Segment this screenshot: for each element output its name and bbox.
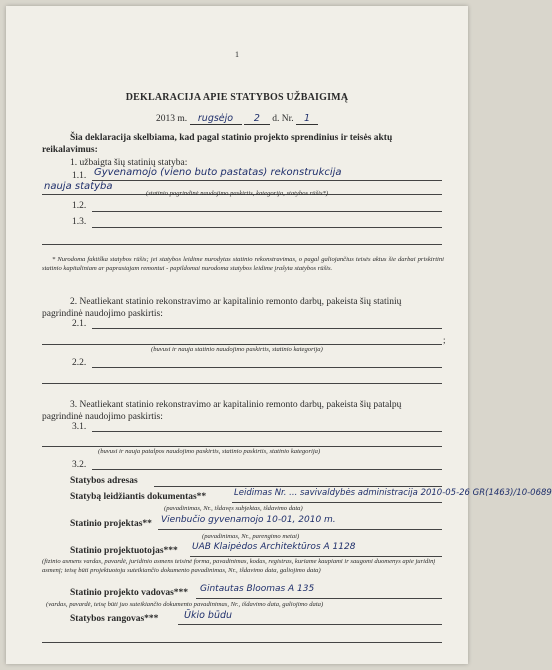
project-hint: (pavadinimas, Nr., parengimo metai) [202,533,300,540]
project-label: Statinio projektas** [70,519,152,529]
date-line [6,113,468,125]
address-line [154,486,442,487]
designer-line [190,556,442,557]
year-label: m. [177,114,188,124]
permit-line [232,502,442,503]
document-title: DEKLARACIJA APIE STATYBOS UŽBAIGIMĄ [125,92,349,103]
item-3-1-line2 [42,446,442,447]
address-label: Statybos adresas [70,476,138,486]
permit-label: Statybą leidžiantis dokumentas** [70,492,207,502]
section3-heading: 3. Neatliekant statinio rekonstravimo ar kapitalinio remonto darbų, pakeista šių patalpų pagrindinė naudojimo paskirtis: [42,400,402,422]
section1-line-a [42,244,442,245]
section2-heading: 2. Neatliekant statinio rekonstravimo ar kapitalinio remonto darbų, pakeista šių statinių pagrindinė naudojimo paskirtis: [42,297,402,319]
manager-hint: (vardas, pavardė, teisę būti juo suteikiančio dokumento pavadinimas, Nr., išdavimo data, galiojimo data) [46,601,324,608]
project-value: Vienbučio gyvenamojo 10-01, 2010 m. [161,515,336,525]
year: 2013 [155,114,175,124]
item-2-2-number: 2.2. [72,358,87,368]
item-2-1-line [92,328,442,329]
contractor-line2 [42,642,442,643]
item-2-1-number: 2.1. [72,319,87,329]
intro-text: Šia deklaracija skelbiama, kad pagal statinio projekto sprendinius ir teisės aktų reikalavimus: [42,133,393,155]
manager-line [196,598,442,599]
page-number: 1 [235,50,239,59]
designer-value: UAB Klaipėdos Architektūros A 1128 [192,542,356,552]
item-3-2-line [92,469,442,470]
manager-label: Statinio projekto vadovas*** [70,588,189,598]
contractor-value: Ūkio būdu [184,610,233,621]
section2-hint: (buvusi ir nauja statinio naudojimo paskirtis, statinio kategorija) [151,346,323,353]
item-1-2-line [92,211,442,212]
footnote: * Nurodoma faktiška statybos rūšis; jei statybos leidime nurodytas statinio rekonstravimas, o pagal galiojančius teisės aktus šie darbai priskirtini statinio kapitaliniam ar paprastajam remontui - papildomai nurodoma statybos leidime įrašyta statybos rūšis. [42,256,444,272]
nr-label: Nr. [281,114,294,124]
designer-hint: (fizinio asmens vardas, pavardė, juridinio asmens teisinė forma, pavadinimas, kodas, registras, kuriame kaupiami ir saugomi duomenys apie juridinį asmenį; teisę būti projektuotoju suteikiančio dokumento pavadinimas, Nr., išdavimo data, galiojimo data) [42,558,436,574]
item-1-1-number: 1.1. [72,171,87,181]
permit-value: Leidimas Nr. ... savivaldybės administracija 2010-05-26 GR(1463)/10-0689 [234,488,552,498]
item-2-2-line [92,367,442,368]
permit-hint: (pavadinimas, Nr., išdavęs subjektas, išdavimo data) [164,505,303,512]
manager-value: Gintautas Bloomas A 135 [200,584,315,594]
project-line [158,529,442,530]
month-value: rugsėjo [190,113,242,125]
contractor-line [178,624,442,625]
item-3-2-number: 3.2. [72,460,87,470]
designer-label: Statinio projektuotojas*** [70,546,178,556]
item-2-2-line2 [42,383,442,384]
item-1-3-line [92,227,442,228]
item-3-1-line [92,431,442,432]
section1-heading: 1. užbaigta šių statinių statyba: [70,158,188,168]
nr-value: 1 [296,113,318,125]
declaration-page [6,6,552,664]
item-1-2-number: 1.2. [72,201,87,211]
item-3-1-number: 3.1. [72,422,87,432]
semicolon-mark: ; [443,335,446,345]
item-1-3-number: 1.3. [72,217,87,227]
day-value: 2 [244,113,270,125]
item-1-1-value-cont: nauja statyba [44,181,113,192]
section1-hint: (statinio pagrindinė naudojimo paskirtis, kategorija, statybos rūšis*) [146,190,329,197]
item-1-1-value: Gyvenamojo (vieno buto pastatas) rekonstrukcija [94,167,342,178]
item-1-1-line [92,180,442,181]
day-label: d. [272,114,280,124]
item-2-1-line2 [42,344,442,345]
contractor-label: Statybos rangovas*** [70,614,159,624]
section3-hint: (buvusi ir nauja patalpos naudojimo paskirtis, statinio paskirtis, statinio kategorija) [98,448,321,455]
